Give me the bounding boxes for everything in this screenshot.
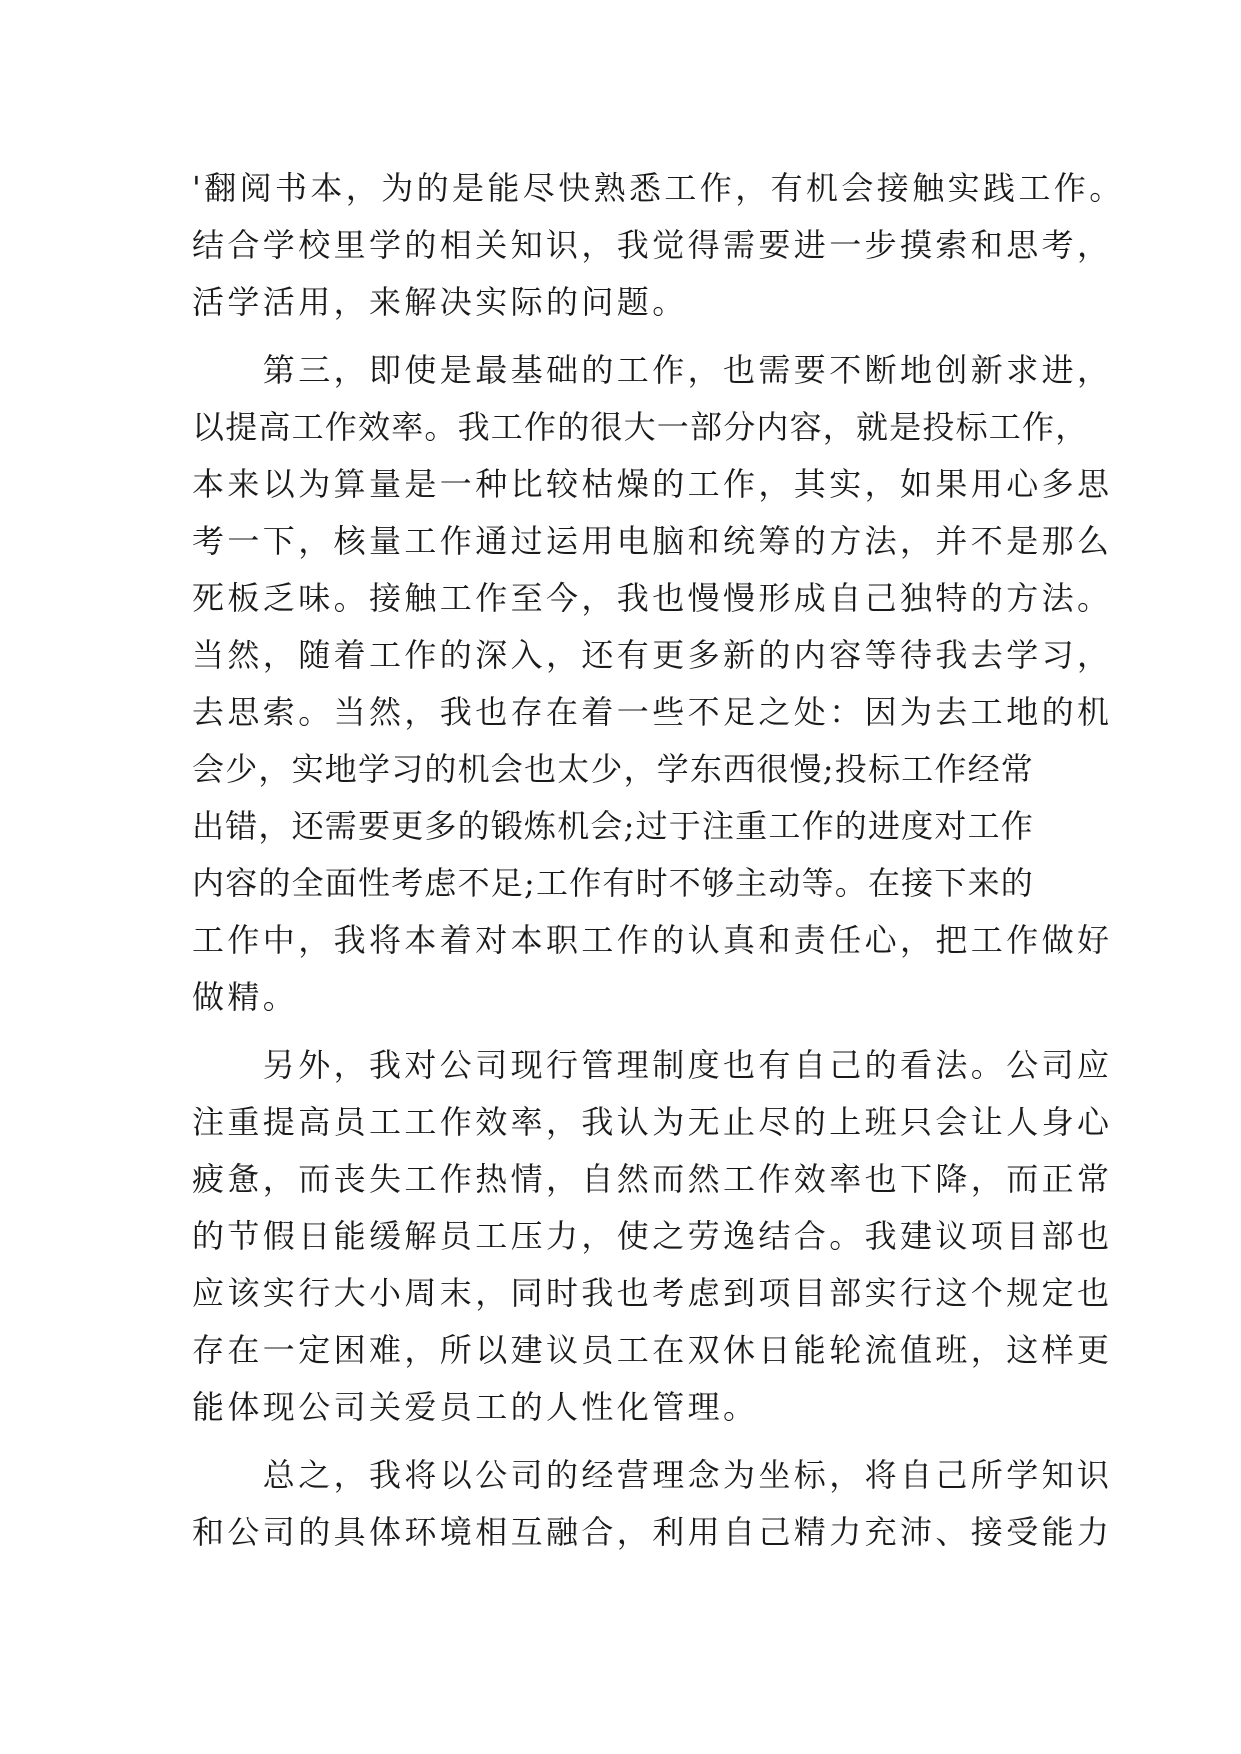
- text-line-13: 内容的全面性考虑不足;工作有时不够主动等。在接下来的: [192, 864, 1034, 902]
- text-line-7: 考一下，核量工作通过运用电脑和统筹的方法，并不是那么: [192, 522, 1113, 560]
- text-line-6: 本来以为算量是一种比较枯燥的工作，其实，如果用心多思: [192, 465, 1113, 503]
- text-line-10: 去思索。当然，我也存在着一些不足之处：因为去工地的机: [192, 693, 1113, 731]
- text-line-3: 活学活用，来解决实际的问题。: [192, 283, 688, 321]
- text-line-23: 总之，我将以公司的经营理念为坐标，将自己所学知识: [192, 1456, 1113, 1494]
- text-line-11: 会少，实地学习的机会也太少，学东西很慢;投标工作经常: [192, 750, 1034, 788]
- text-line-22: 能体现公司关爱员工的人性化管理。: [192, 1388, 759, 1426]
- text-line-12: 出错，还需要更多的锻炼机会;过于注重工作的进度对工作: [192, 807, 1034, 845]
- text-line-24: 和公司的具体环境相互融合，利用自己精力充沛、接受能力: [192, 1513, 1113, 1551]
- text-line-9: 当然，随着工作的深入，还有更多新的内容等待我去学习，: [192, 636, 1113, 674]
- text-line-15: 做精。: [192, 978, 299, 1016]
- text-line-19: 的节假日能缓解员工压力，使之劳逸结合。我建议项目部也: [192, 1217, 1113, 1255]
- text-line-17: 注重提高员工工作效率，我认为无止尽的上班只会让人身心: [192, 1103, 1113, 1141]
- text-line-2: 结合学校里学的相关知识，我觉得需要进一步摸索和思考，: [192, 226, 1113, 264]
- text-line-16: 另外，我对公司现行管理制度也有自己的看法。公司应: [192, 1046, 1113, 1084]
- text-line-14: 工作中，我将本着对本职工作的认真和责任心，把工作做好: [192, 921, 1113, 959]
- text-line-5: 以提高工作效率。我工作的很大一部分内容，就是投标工作，: [192, 408, 1089, 446]
- text-line-4: 第三，即使是最基础的工作，也需要不断地创新求进，: [192, 351, 1113, 389]
- text-line-1: '翻阅书本，为的是能尽快熟悉工作，有机会接触实践工作。: [192, 169, 1125, 207]
- text-line-20: 应该实行大小周末，同时我也考虑到项目部实行这个规定也: [192, 1274, 1113, 1312]
- text-line-8: 死板乏味。接触工作至今，我也慢慢形成自己独特的方法。: [192, 579, 1113, 617]
- text-line-21: 存在一定困难，所以建议员工在双休日能轮流值班，这样更: [192, 1331, 1113, 1369]
- text-line-18: 疲惫，而丧失工作热情，自然而然工作效率也下降，而正常: [192, 1160, 1113, 1198]
